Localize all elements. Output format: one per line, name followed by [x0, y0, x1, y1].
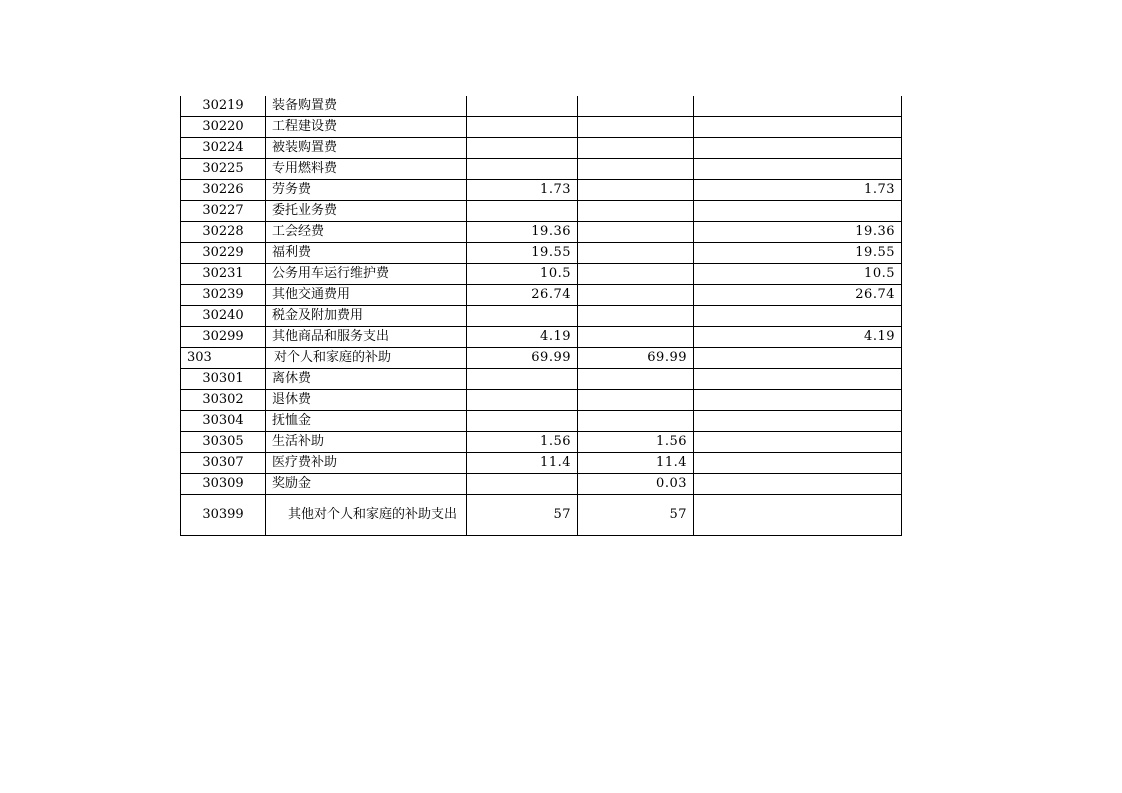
row-code: 30305 — [181, 432, 266, 453]
row-name: 委托业务费 — [266, 201, 467, 222]
table-row — [181, 306, 902, 327]
row-value-2 — [578, 222, 694, 243]
row-value-3 — [694, 306, 902, 327]
row-value-1 — [467, 306, 578, 327]
row-value-1 — [467, 96, 578, 117]
row-value-3: 10.5 — [694, 264, 902, 285]
row-code: 303 — [181, 348, 266, 369]
table-row — [181, 159, 902, 180]
row-value-2: 0.03 — [578, 474, 694, 495]
table-row — [181, 411, 902, 432]
row-value-2 — [578, 201, 694, 222]
row-code: 30240 — [181, 306, 266, 327]
row-name: 税金及附加费用 — [266, 306, 467, 327]
row-value-3 — [694, 390, 902, 411]
row-value-3: 4.19 — [694, 327, 902, 348]
table-row — [181, 138, 902, 159]
row-value-1 — [467, 201, 578, 222]
row-value-3 — [694, 348, 902, 369]
row-value-1: 26.74 — [467, 285, 578, 306]
row-value-3: 19.36 — [694, 222, 902, 243]
row-name: 离休费 — [266, 369, 467, 390]
row-name: 生活补助 — [266, 432, 467, 453]
row-name: 被装购置费 — [266, 138, 467, 159]
row-value-2 — [578, 180, 694, 201]
row-value-2 — [578, 411, 694, 432]
row-value-2 — [578, 159, 694, 180]
table-row — [181, 390, 902, 411]
row-value-1: 1.73 — [467, 180, 578, 201]
row-value-2 — [578, 390, 694, 411]
row-name: 工会经费 — [266, 222, 467, 243]
row-code: 30309 — [181, 474, 266, 495]
row-value-3 — [694, 432, 902, 453]
row-value-1: 11.4 — [467, 453, 578, 474]
row-value-2: 1.56 — [578, 432, 694, 453]
row-value-1 — [467, 138, 578, 159]
row-value-3 — [694, 495, 902, 536]
table-row — [181, 432, 902, 453]
row-name: 奖励金 — [266, 474, 467, 495]
row-value-2 — [578, 285, 694, 306]
row-value-2 — [578, 306, 694, 327]
row-code: 30304 — [181, 411, 266, 432]
row-value-3 — [694, 96, 902, 117]
table-row-category — [181, 348, 902, 369]
table-row — [181, 243, 902, 264]
row-name: 退休费 — [266, 390, 467, 411]
row-value-2 — [578, 243, 694, 264]
row-value-2 — [578, 138, 694, 159]
row-code: 30231 — [181, 264, 266, 285]
row-value-3: 26.74 — [694, 285, 902, 306]
row-code: 30302 — [181, 390, 266, 411]
row-code: 30227 — [181, 201, 266, 222]
row-value-3: 1.73 — [694, 180, 902, 201]
table-row — [181, 327, 902, 348]
table-row — [181, 117, 902, 138]
row-value-3 — [694, 138, 902, 159]
row-value-3: 19.55 — [694, 243, 902, 264]
row-value-1 — [467, 474, 578, 495]
row-code: 30229 — [181, 243, 266, 264]
row-value-1: 4.19 — [467, 327, 578, 348]
table-row — [181, 369, 902, 390]
row-value-2 — [578, 117, 694, 138]
row-code: 30307 — [181, 453, 266, 474]
row-name: 专用燃料费 — [266, 159, 467, 180]
row-value-1: 57 — [467, 495, 578, 536]
row-value-3 — [694, 453, 902, 474]
row-value-1 — [467, 411, 578, 432]
row-value-3 — [694, 474, 902, 495]
row-value-1: 1.56 — [467, 432, 578, 453]
row-value-2 — [578, 369, 694, 390]
table-row — [181, 264, 902, 285]
row-name: 劳务费 — [266, 180, 467, 201]
budget-table — [180, 96, 902, 536]
row-value-2 — [578, 327, 694, 348]
row-value-3 — [694, 411, 902, 432]
row-value-1: 19.55 — [467, 243, 578, 264]
row-code: 30228 — [181, 222, 266, 243]
row-name: 其他交通费用 — [266, 285, 467, 306]
row-name: 福利费 — [266, 243, 467, 264]
row-name: 公务用车运行维护费 — [266, 264, 467, 285]
row-value-1 — [467, 369, 578, 390]
row-value-2 — [578, 264, 694, 285]
row-value-1: 19.36 — [467, 222, 578, 243]
row-code: 30239 — [181, 285, 266, 306]
table-row — [181, 96, 902, 117]
table-row — [181, 285, 902, 306]
table-row — [181, 222, 902, 243]
row-value-3 — [694, 159, 902, 180]
table-row — [181, 495, 902, 536]
row-name: 其他商品和服务支出 — [266, 327, 467, 348]
row-value-3 — [694, 117, 902, 138]
row-value-3 — [694, 201, 902, 222]
row-name: 其他对个人和家庭的补助支出 — [266, 495, 467, 536]
row-name: 医疗费补助 — [266, 453, 467, 474]
row-value-1 — [467, 159, 578, 180]
row-value-1: 10.5 — [467, 264, 578, 285]
row-value-3 — [694, 369, 902, 390]
row-value-1 — [467, 117, 578, 138]
row-name: 装备购置费 — [266, 96, 467, 117]
row-code: 30399 — [181, 495, 266, 536]
table-row — [181, 474, 902, 495]
row-value-1 — [467, 390, 578, 411]
table-row — [181, 180, 902, 201]
row-code: 30226 — [181, 180, 266, 201]
row-value-2: 69.99 — [578, 348, 694, 369]
row-name: 工程建设费 — [266, 117, 467, 138]
row-code: 30219 — [181, 96, 266, 117]
row-code: 30301 — [181, 369, 266, 390]
row-code: 30299 — [181, 327, 266, 348]
row-value-2: 57 — [578, 495, 694, 536]
row-code: 30220 — [181, 117, 266, 138]
row-code: 30224 — [181, 138, 266, 159]
row-code: 30225 — [181, 159, 266, 180]
table-row — [181, 201, 902, 222]
row-value-2 — [578, 96, 694, 117]
row-value-2: 11.4 — [578, 453, 694, 474]
row-name: 对个人和家庭的补助 — [266, 348, 467, 369]
table-row — [181, 453, 902, 474]
row-name: 抚恤金 — [266, 411, 467, 432]
row-value-1: 69.99 — [467, 348, 578, 369]
